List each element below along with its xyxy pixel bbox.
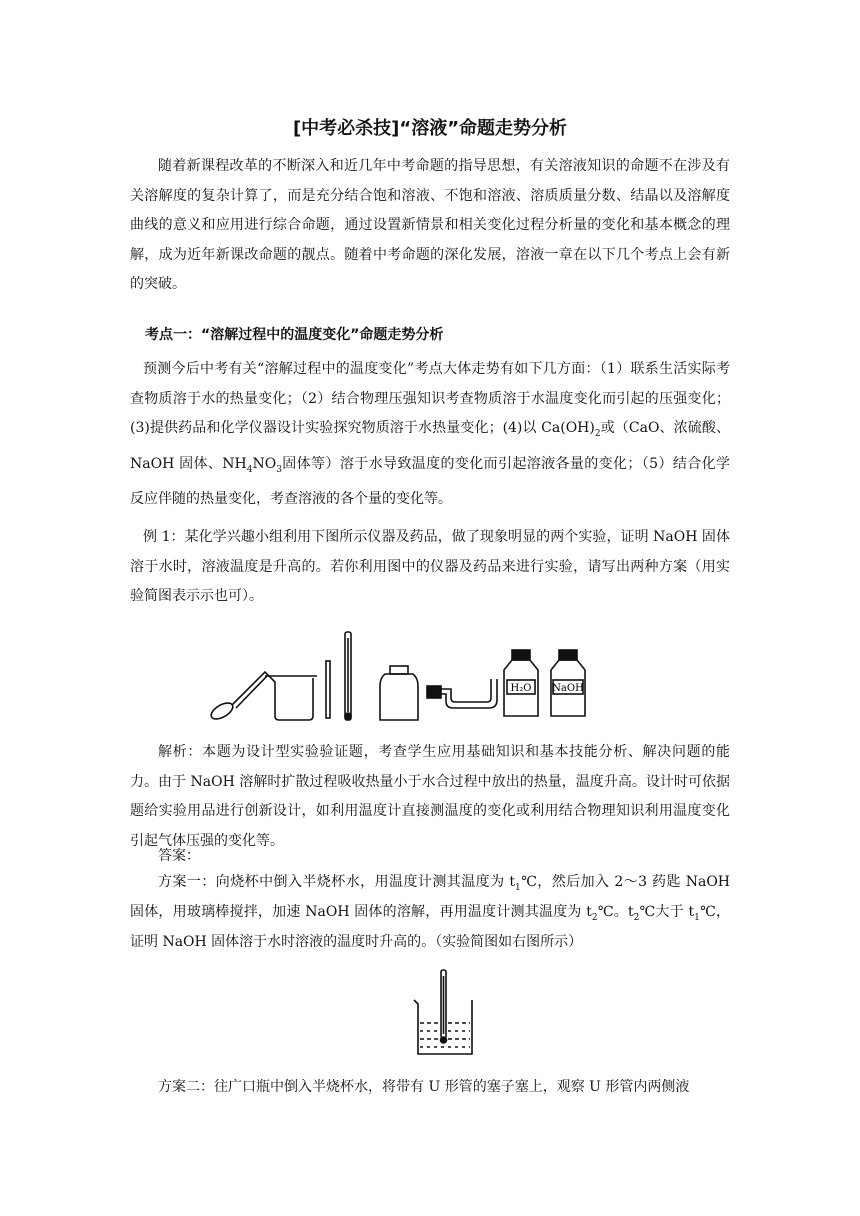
apparatus-figure (205, 628, 595, 728)
u-tube-stopper-icon (427, 679, 497, 708)
intro-paragraph: 随着新课程改革的不断深入和近几年中考命题的指导思想，有关溶液知识的命题不在涉及有关溶解度的复杂计算了，而是充分结合饱和溶液、不饱和溶液、溶质质量分数、结晶以及溶解度曲线的意义和应用进行综合命题，通过设置新情景和相关变化过程分析量的变化和基本概念的理解，成为近年新课改命题的靓点。随着中考命题的深化发展，溶液一章在以下几个考点上会有新的突破。 (130, 158, 730, 293)
beaker-thermometer-figure (412, 968, 478, 1058)
thermometer-icon (345, 632, 351, 720)
naoh-bottle-label: NaOH (552, 683, 584, 694)
analysis-paragraph: 解析：本题为设计型实验验证题，考查学生应用基础知识和基本技能分析、解决问题的能力。由于 NaOH 溶解时扩散过程吸收热量小于水合过程中放出的热量，温度升高。设计时可依据题给实验用品进行创新设计，如利用温度计直接测温度的变化或利用结合物理知识利用温度变化引起气体压强的变化等。 (130, 744, 730, 849)
plan1-paragraph: 方案一：向烧杯中倒入半烧杯水，用温度计测其温度为 $t_1℃$，然后加入 2～3 药匙 NaOH 固体，用玻璃棒搅拌，加速 NaOH 固体的溶解，再用温度计测其温度为 $t_2℃$。$t_2℃$大于 $t_1℃$，证明 NaOH 固体溶于水时溶液的温度时升高的。（实验简图如右图所示） (130, 874, 731, 950)
prediction-paragraph: 预测今后中考有关“溶解过程中的温度变化”考点大体走势有如下几方面：（1）联系生活实际考查物质溶于水的热量变化；（2）结合物理压强知识考查物质溶于水温度变化而引起的压强变化；(3)提供药品和化学仪器设计实验探究物质溶于水热量变化；(4)以 $Ca(OH)_2$或（CaO、浓硫酸、NaOH 固体、$NH_4NO_3$固体等）溶于水导致温度的变化而引起溶液各量的变化；（5）结合化学反应伴随的热量变化，考查溶液的各个量的变化等。 (130, 361, 730, 507)
plan2-paragraph: 方案二：往广口瓶中倒入半烧杯水，将带有 U 形管的塞子塞上，观察 U 形管内两侧液 (158, 1079, 690, 1095)
beaker-icon (265, 676, 317, 720)
glass-rod-icon (326, 661, 330, 718)
spoon-icon (209, 672, 268, 722)
page-title: [中考必杀技]“溶液”命题走势分析 (292, 118, 568, 139)
example-paragraph: 例 1：某化学兴趣小组利用下图所示仪器及药品，做了现象明显的两个实验，证明 NaOH 固体溶于水时，溶液温度是升高的。若你利用图中的仪器及药品来进行实验，请写出两种方案（用实验简图表示示也可）。 (130, 529, 730, 605)
answer-label: 答案： (158, 848, 200, 864)
section-heading: 考点一：“溶解过程中的温度变化”命题走势分析 (145, 327, 444, 343)
water-bottle-label: H₂O (510, 683, 532, 694)
wide-mouth-bottle-icon (380, 666, 418, 720)
